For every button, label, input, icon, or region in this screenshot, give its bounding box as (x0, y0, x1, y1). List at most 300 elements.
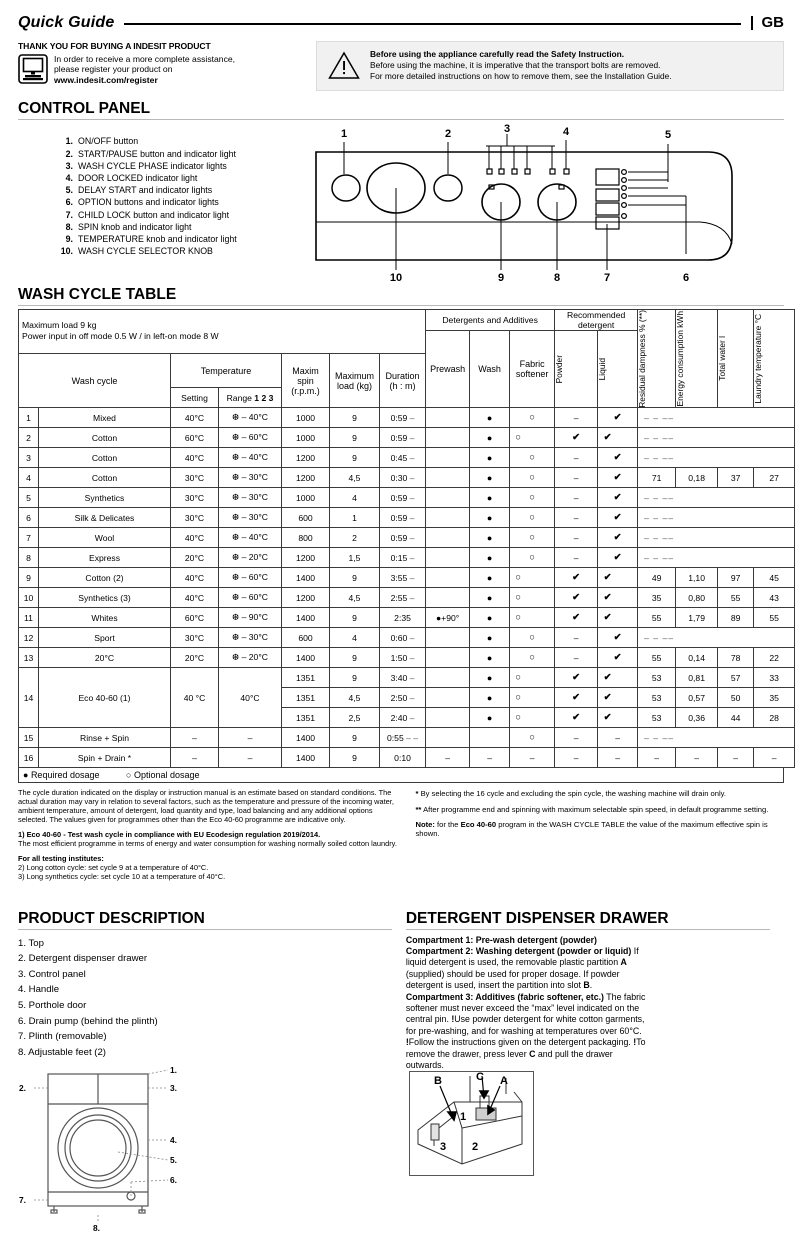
optional-dosage-mark (529, 472, 535, 482)
cycle-wash (470, 648, 510, 668)
cp-item-number: 9. (65, 234, 73, 245)
cycle-prewash (426, 548, 470, 568)
wash-cycle-table-rule (18, 305, 784, 306)
cycle-liquid (598, 428, 638, 448)
bullet-mark-1: ! (451, 1014, 455, 1025)
required-dosage-mark (487, 433, 492, 443)
cycle-setting-temp: 60°C (171, 428, 219, 448)
detergent-drawer-diagram (409, 1071, 534, 1176)
cycle-liquid (598, 608, 638, 628)
table-row (19, 728, 795, 748)
cp-item-number: 8. (65, 221, 73, 232)
control-panel-section (18, 124, 784, 284)
cycle-wash (470, 448, 510, 468)
cycle-fabric-softener (510, 568, 555, 588)
cycle-name: Synthetics (39, 488, 171, 508)
tip-remove-drawer-b: and pull the drawer outwards. (405, 1048, 613, 1070)
cycle-powder: – (555, 528, 598, 548)
cycle-max-spin: 1200 (282, 448, 330, 468)
cycle-number: 7 (19, 528, 39, 548)
cycle-prewash (426, 488, 470, 508)
recommended-mark (604, 572, 612, 582)
cp-item-label: ON/OFF button (78, 136, 139, 147)
required-dosage-mark (487, 613, 492, 623)
required-dosage-mark (487, 693, 492, 703)
cycle-range-temp: ❆ – 40°C (219, 408, 282, 428)
pd-item-4: 4. Handle (18, 984, 60, 996)
cycle-max-spin: 1400 (282, 728, 330, 748)
table-row (19, 668, 795, 688)
washing-machine-diagram (18, 1060, 188, 1235)
table-row (19, 628, 795, 648)
cycle-powder (555, 668, 598, 688)
cycle-laundry-temperature: 33 (754, 668, 795, 688)
cycle-total-water: 57 (718, 668, 754, 688)
cycle-duration: 0:59 – (380, 408, 426, 428)
cycle-liquid (598, 628, 638, 648)
cp-item-label: WASH CYCLE SELECTOR KNOB (78, 246, 213, 257)
cycle-setting-temp: 60°C (171, 608, 219, 628)
control-panel-title: CONTROL PANEL (18, 99, 151, 117)
cycle-name: Wool (39, 528, 171, 548)
cycle-prewash (426, 448, 470, 468)
header-range: Range 1 2 3 (219, 388, 282, 408)
cycle-residual-dampness: 53 (638, 688, 676, 708)
cycle-wash (470, 668, 510, 688)
cycle-liquid (598, 548, 638, 568)
footnotes-right (415, 789, 784, 887)
cycle-name: Cotton (2) (39, 568, 171, 588)
cp-item-2 (58, 148, 308, 160)
header-residual-dampness: Residual dampness % (**) (638, 309, 676, 408)
header-rule (124, 23, 740, 25)
cycle-total-water: 78 (718, 648, 754, 668)
header-laundry-temperature: Laundry temperature °C (754, 309, 795, 408)
cycle-max-spin: 800 (282, 528, 330, 548)
cycle-name: Spin + Drain * (39, 748, 171, 768)
cycle-wash (470, 428, 510, 448)
cycle-wash (470, 608, 510, 628)
optional-dosage-mark (529, 632, 535, 642)
recommended-mark (572, 572, 580, 582)
drawer-label-A: A (499, 1075, 508, 1088)
optional-dosage-mark (515, 692, 521, 702)
cycle-powder: – (555, 548, 598, 568)
partition-a-label: A (620, 957, 627, 968)
required-dosage-mark (487, 593, 492, 603)
cycle-no-data: – – –– (638, 408, 795, 428)
bullet-mark-3: ! (633, 1037, 637, 1048)
cycle-residual-dampness: 71 (638, 468, 676, 488)
cycle-liquid: – (598, 748, 638, 768)
cycle-residual-dampness: 55 (638, 648, 676, 668)
recommended-mark (614, 632, 622, 642)
required-dosage-mark (487, 493, 492, 503)
optional-dosage-mark (515, 672, 521, 682)
table-row (19, 648, 795, 668)
cycle-fabric-softener (510, 508, 555, 528)
cycle-setting-temp: 40°C (171, 568, 219, 588)
cycle-liquid: – (598, 728, 638, 748)
recommended-mark (572, 712, 580, 722)
drawer-compartment-2: 2 (471, 1141, 478, 1154)
cycle-max-load: 2 (330, 528, 380, 548)
optional-dosage-mark (515, 432, 521, 442)
optional-dosage-mark (529, 512, 535, 522)
cycle-duration: 0:30 – (380, 468, 426, 488)
pd-callout-8: 8. (93, 1223, 100, 1234)
cp-item-label: START/PAUSE button and indicator light (78, 148, 236, 159)
header-detergents-additives: Detergents and Additives (426, 309, 555, 330)
cycle-number: 14 (19, 668, 39, 728)
table-row (19, 448, 795, 468)
power-input-line: Power input in off mode 0.5 W / in left-on mode 8 W (22, 331, 219, 342)
cp-callout-9: 9 (497, 271, 505, 284)
cycle-powder (555, 568, 598, 588)
table-row (19, 428, 795, 448)
cp-item-8 (58, 221, 308, 233)
cycle-range-temp: ❆ – 30°C (219, 508, 282, 528)
wash-cycle-table-title: WASH CYCLE TABLE (18, 285, 177, 303)
header-max-load: Maximum load (kg) (330, 353, 380, 407)
required-dosage-mark (487, 553, 492, 563)
cycle-liquid (598, 488, 638, 508)
optional-dosage-mark (515, 612, 521, 622)
cycle-number: 12 (19, 628, 39, 648)
cycle-total-water: 89 (718, 608, 754, 628)
recommended-mark (614, 472, 622, 482)
cycle-range-temp: ❆ – 60°C (219, 428, 282, 448)
required-dosage-mark (487, 633, 492, 643)
cycle-laundry-temperature: 27 (754, 468, 795, 488)
warning-triangle-icon (327, 49, 361, 83)
optional-dosage-mark (515, 712, 521, 722)
cycle-fabric-softener (510, 468, 555, 488)
optional-dosage-mark (515, 572, 521, 582)
cycle-residual-dampness: 55 (638, 608, 676, 628)
cp-item-number: 7. (65, 209, 73, 220)
recommended-mark (614, 652, 622, 662)
cycle-setting-temp: 40°C (171, 408, 219, 428)
cycle-prewash: – (426, 748, 470, 768)
cycle-prewash (426, 728, 470, 748)
cycle-max-load: 4 (330, 488, 380, 508)
recommended-mark (604, 672, 612, 682)
cycle-range-temp: ❆ – 40°C (219, 528, 282, 548)
cycle-setting-temp: 40°C (171, 588, 219, 608)
legend-required: ● Required dosage (23, 770, 100, 781)
cycle-prewash (426, 668, 470, 688)
header-wash-cycle: Wash cycle (19, 353, 171, 407)
cycle-prewash (426, 428, 470, 448)
cycle-energy-consumption: 0,57 (676, 688, 718, 708)
cycle-prewash (426, 688, 470, 708)
cycle-no-data: – – –– (638, 428, 795, 448)
compartment-2-text-a: If liquid detergent is used, the removable plastic partition (405, 945, 639, 968)
recommended-mark (614, 412, 622, 422)
cycle-max-load: 9 (330, 668, 380, 688)
cp-item-label: DOOR LOCKED indicator light (78, 173, 198, 184)
cycle-laundry-temperature: 45 (754, 568, 795, 588)
cycle-number: 3 (19, 448, 39, 468)
cp-item-9 (58, 233, 308, 245)
cp-callout-3: 3 (503, 123, 511, 135)
cp-item-10 (58, 245, 308, 257)
header-fabric-softener: Fabric softener (510, 330, 555, 408)
table-row (19, 548, 795, 568)
cycle-energy-consumption: 1,10 (676, 568, 718, 588)
cycle-laundry-temperature: 55 (754, 608, 795, 628)
cycle-range-temp: ❆ – 40°C (219, 448, 282, 468)
cycle-range-temp: ❆ – 30°C (219, 628, 282, 648)
required-dosage-mark (487, 413, 492, 423)
cycle-duration: 0:59 – (380, 428, 426, 448)
cycle-number: 10 (19, 588, 39, 608)
cycle-prewash (426, 648, 470, 668)
cycle-energy-consumption: 0,14 (676, 648, 718, 668)
cycle-total-water: 37 (718, 468, 754, 488)
cycle-name: Silk & Delicates (39, 508, 171, 528)
optional-dosage-mark (529, 412, 535, 422)
cp-item-number: 6. (65, 197, 73, 208)
cycle-fabric-softener (510, 528, 555, 548)
cycle-laundry-temperature: 28 (754, 708, 795, 728)
cycle-liquid (598, 568, 638, 588)
cycle-fabric-softener (510, 588, 555, 608)
pd-item-2: 2. Detergent dispenser drawer (18, 953, 148, 965)
cycle-duration: 2:35 (380, 608, 426, 628)
cycle-residual-dampness: 35 (638, 588, 676, 608)
cycle-max-load: 4,5 (330, 588, 380, 608)
cycle-max-spin: 1200 (282, 548, 330, 568)
cycle-max-spin: 600 (282, 628, 330, 648)
cycle-range-temp: ❆ – 60°C (219, 588, 282, 608)
cycle-setting-temp: 40°C (171, 448, 219, 468)
cycle-max-spin: 1351 (282, 668, 330, 688)
optional-dosage-mark (529, 492, 535, 502)
cycle-powder: – (555, 468, 598, 488)
cycle-fabric-softener (510, 428, 555, 448)
legend-optional: ○ Optional dosage (126, 770, 200, 781)
pd-item-7: 7. Plinth (removable) (18, 1031, 107, 1043)
pd-item-3: 3. Control panel (18, 968, 86, 980)
cycle-prewash (426, 508, 470, 528)
header-total-water: Total water l (718, 309, 754, 408)
cycle-duration: 1:50 – (380, 648, 426, 668)
cycle-wash (470, 688, 510, 708)
cycle-residual-dampness: 53 (638, 668, 676, 688)
cycle-wash (470, 708, 510, 728)
cycle-fabric-softener: – (510, 748, 555, 768)
optional-dosage-mark (515, 592, 521, 602)
lever-c-label: C (529, 1048, 536, 1059)
pd-item-6: 6. Drain pump (behind the plinth) (18, 1015, 158, 1027)
optional-dosage-mark (529, 732, 535, 742)
compartment-2-heading: Compartment 2: Washing detergent (powder or liquid) (405, 945, 632, 956)
cp-callout-4: 4 (562, 125, 570, 138)
cycle-setting-temp: 30°C (171, 508, 219, 528)
register-url[interactable]: www.indesit.com/register (54, 74, 158, 85)
cycle-name: Rinse + Spin (39, 728, 171, 748)
cycle-max-load: 2,5 (330, 708, 380, 728)
required-dosage-mark (487, 453, 492, 463)
cycle-wash (470, 408, 510, 428)
cycle-wash (470, 468, 510, 488)
cycle-max-spin: 1200 (282, 468, 330, 488)
cycle-max-load: 4,5 (330, 688, 380, 708)
cycle-powder (555, 708, 598, 728)
cycle-wash (470, 548, 510, 568)
cycle-laundry-temperature: 35 (754, 688, 795, 708)
cycle-setting-temp: 40 °C (171, 668, 219, 728)
optional-dosage-mark (529, 552, 535, 562)
cycle-max-load: 1 (330, 508, 380, 528)
header-setting: Setting (171, 388, 219, 408)
cp-item-number: 5. (65, 185, 73, 196)
pd-callout-2: 2. (19, 1083, 26, 1094)
cycle-energy-consumption: 1,79 (676, 608, 718, 628)
cycle-prewash (426, 568, 470, 588)
cycle-no-data: – – –– (638, 728, 795, 748)
drawer-label-C: C (475, 1072, 484, 1084)
cycle-max-spin: 600 (282, 508, 330, 528)
cycle-wash (470, 728, 510, 748)
cycle-powder: – (555, 508, 598, 528)
recommended-mark (572, 672, 580, 682)
table-row (19, 488, 795, 508)
recommended-mark (614, 452, 622, 462)
cycle-max-spin: 1000 (282, 408, 330, 428)
cp-callout-6: 6 (682, 271, 690, 284)
pd-callout-4: 4. (170, 1135, 177, 1146)
cp-item-number: 10. (60, 246, 73, 257)
recommended-mark (572, 692, 580, 702)
language-code: GB (751, 16, 785, 30)
footnotes (18, 789, 784, 887)
cycle-residual-dampness: – (638, 748, 676, 768)
cycle-wash (470, 528, 510, 548)
cycle-powder: – (555, 448, 598, 468)
pd-callout-1: 1. (170, 1065, 177, 1076)
cycle-energy-consumption: 0,80 (676, 588, 718, 608)
cycle-fabric-softener (510, 448, 555, 468)
cycle-liquid (598, 688, 638, 708)
table-row (19, 748, 795, 768)
cycle-range-temp: ❆ – 60°C (219, 568, 282, 588)
cycle-no-data: – – –– (638, 528, 795, 548)
wash-cycle-rows (19, 408, 795, 768)
optional-dosage-mark (529, 652, 535, 662)
cycle-setting-temp: – (171, 728, 219, 748)
note-double-asterisk: ** After programme end and spinning with maximum selectable spin speed, in default programme setting. (415, 804, 769, 814)
cycle-range-temp: ❆ – 30°C (219, 468, 282, 488)
recommended-mark (614, 552, 622, 562)
cycle-liquid (598, 648, 638, 668)
cycle-setting-temp: 30°C (171, 468, 219, 488)
cycle-wash (470, 488, 510, 508)
cp-callout-10: 10 (389, 271, 403, 284)
pd-callout-7: 7. (19, 1195, 26, 1206)
note-duration-disclaimer: The cycle duration indicated on the display or instruction manual is an estimate based on standard conditions. The actual duration may vary in relation to several factors, such as the temperature and pressure of the incoming water, ambient temperature, amount of detergent, load quantity and type, load balancing and any additional options selected. The values given for programmes other than the Eco 40-60 programme are indicative only. (18, 788, 394, 825)
cycle-name: Mixed (39, 408, 171, 428)
cycle-number: 4 (19, 468, 39, 488)
cycle-max-load: 1,5 (330, 548, 380, 568)
note-asterisk: * By selecting the 16 cycle and excluding the spin cycle, the washing machine will drain only. (415, 789, 727, 799)
cycle-duration: 0:59 – (380, 488, 426, 508)
monitor-register-icon (18, 54, 48, 84)
drawer-compartment-1: 1 (459, 1111, 466, 1124)
intro-band (18, 41, 784, 91)
cycle-laundry-temperature: 22 (754, 648, 795, 668)
bottom-section (18, 910, 784, 1236)
cp-item-label: SPIN knob and indicator light (78, 221, 192, 232)
cycle-max-load: 9 (330, 748, 380, 768)
table-row (19, 608, 795, 628)
cycle-prewash: ●+90° (426, 608, 470, 628)
cycle-setting-temp: 20°C (171, 548, 219, 568)
cycle-no-data: – – –– (638, 488, 795, 508)
cycle-number: 15 (19, 728, 39, 748)
cycle-residual-dampness: 53 (638, 708, 676, 728)
cycle-max-load: 4,5 (330, 468, 380, 488)
cycle-powder (555, 608, 598, 628)
cycle-powder: – (555, 648, 598, 668)
cycle-total-water: 55 (718, 588, 754, 608)
cycle-duration: 2:55 – (380, 588, 426, 608)
detergent-drawer-title: DETERGENT DISPENSER DRAWER (405, 909, 669, 927)
cycle-total-water: 50 (718, 688, 754, 708)
cycle-name: Express (39, 548, 171, 568)
compartment-1-heading: Compartment 1: Pre-wash detergent (powder) (405, 934, 597, 945)
cycle-fabric-softener (510, 668, 555, 688)
register-line-1: In order to receive a more complete assistance, (54, 54, 236, 64)
header-recommended-detergent: Recommended detergent (555, 309, 638, 330)
recommended-mark (572, 432, 580, 442)
required-dosage-mark (487, 533, 492, 543)
cp-callout-8: 8 (553, 271, 561, 284)
cp-item-4 (58, 172, 308, 184)
cycle-range-temp: 40°C (219, 668, 282, 728)
detergent-drawer-text: Compartment 1: Pre-wash detergent (powder) Compartment 2: Washing detergent (powder or liquid) If liquid detergent is used, the removable plastic partition A (supplied) should be used for proper dosage. If powder detergent is used, insert the partition into slot B. Compartment 3: Additives (fabric softener, etc.) The fabric softener must never exceed the “max” level indicated on the central pin. !Use powder detergent for white cotton garments, for pre-washing, and for washing at temperatures over 60°C. !Follow the instructions given on the detergent packaging. !To remove the drawer, press lever C and pull the drawer outwards. (405, 934, 646, 1070)
required-dosage-mark (487, 573, 492, 583)
cycle-total-water: 97 (718, 568, 754, 588)
cycle-fabric-softener (510, 628, 555, 648)
pd-item-8: 8. Adjustable feet (2) (18, 1046, 106, 1058)
cycle-number: 2 (19, 428, 39, 448)
cycle-setting-temp: 30°C (171, 628, 219, 648)
cycle-duration: 0:10 (380, 748, 426, 768)
cycle-setting-temp: 40°C (171, 528, 219, 548)
cycle-prewash (426, 528, 470, 548)
cycle-liquid (598, 528, 638, 548)
cycle-fabric-softener (510, 408, 555, 428)
header-prewash: Prewash (426, 330, 470, 408)
safety-line-1: Before using the machine, it is imperative that the transport bolts are removed. (370, 60, 661, 71)
cp-callout-5: 5 (664, 128, 672, 141)
cp-callout-7: 7 (603, 271, 611, 284)
cycle-prewash (426, 468, 470, 488)
cycle-liquid (598, 508, 638, 528)
cycle-setting-temp: 30°C (171, 488, 219, 508)
recommended-mark (614, 492, 622, 502)
cycle-liquid (598, 668, 638, 688)
control-panel-illustration (308, 124, 778, 284)
cycle-name: Synthetics (3) (39, 588, 171, 608)
cycle-number: 1 (19, 408, 39, 428)
recommended-mark (604, 612, 612, 622)
cycle-powder: – (555, 748, 598, 768)
drawer-compartment-3: 3 (439, 1141, 446, 1154)
